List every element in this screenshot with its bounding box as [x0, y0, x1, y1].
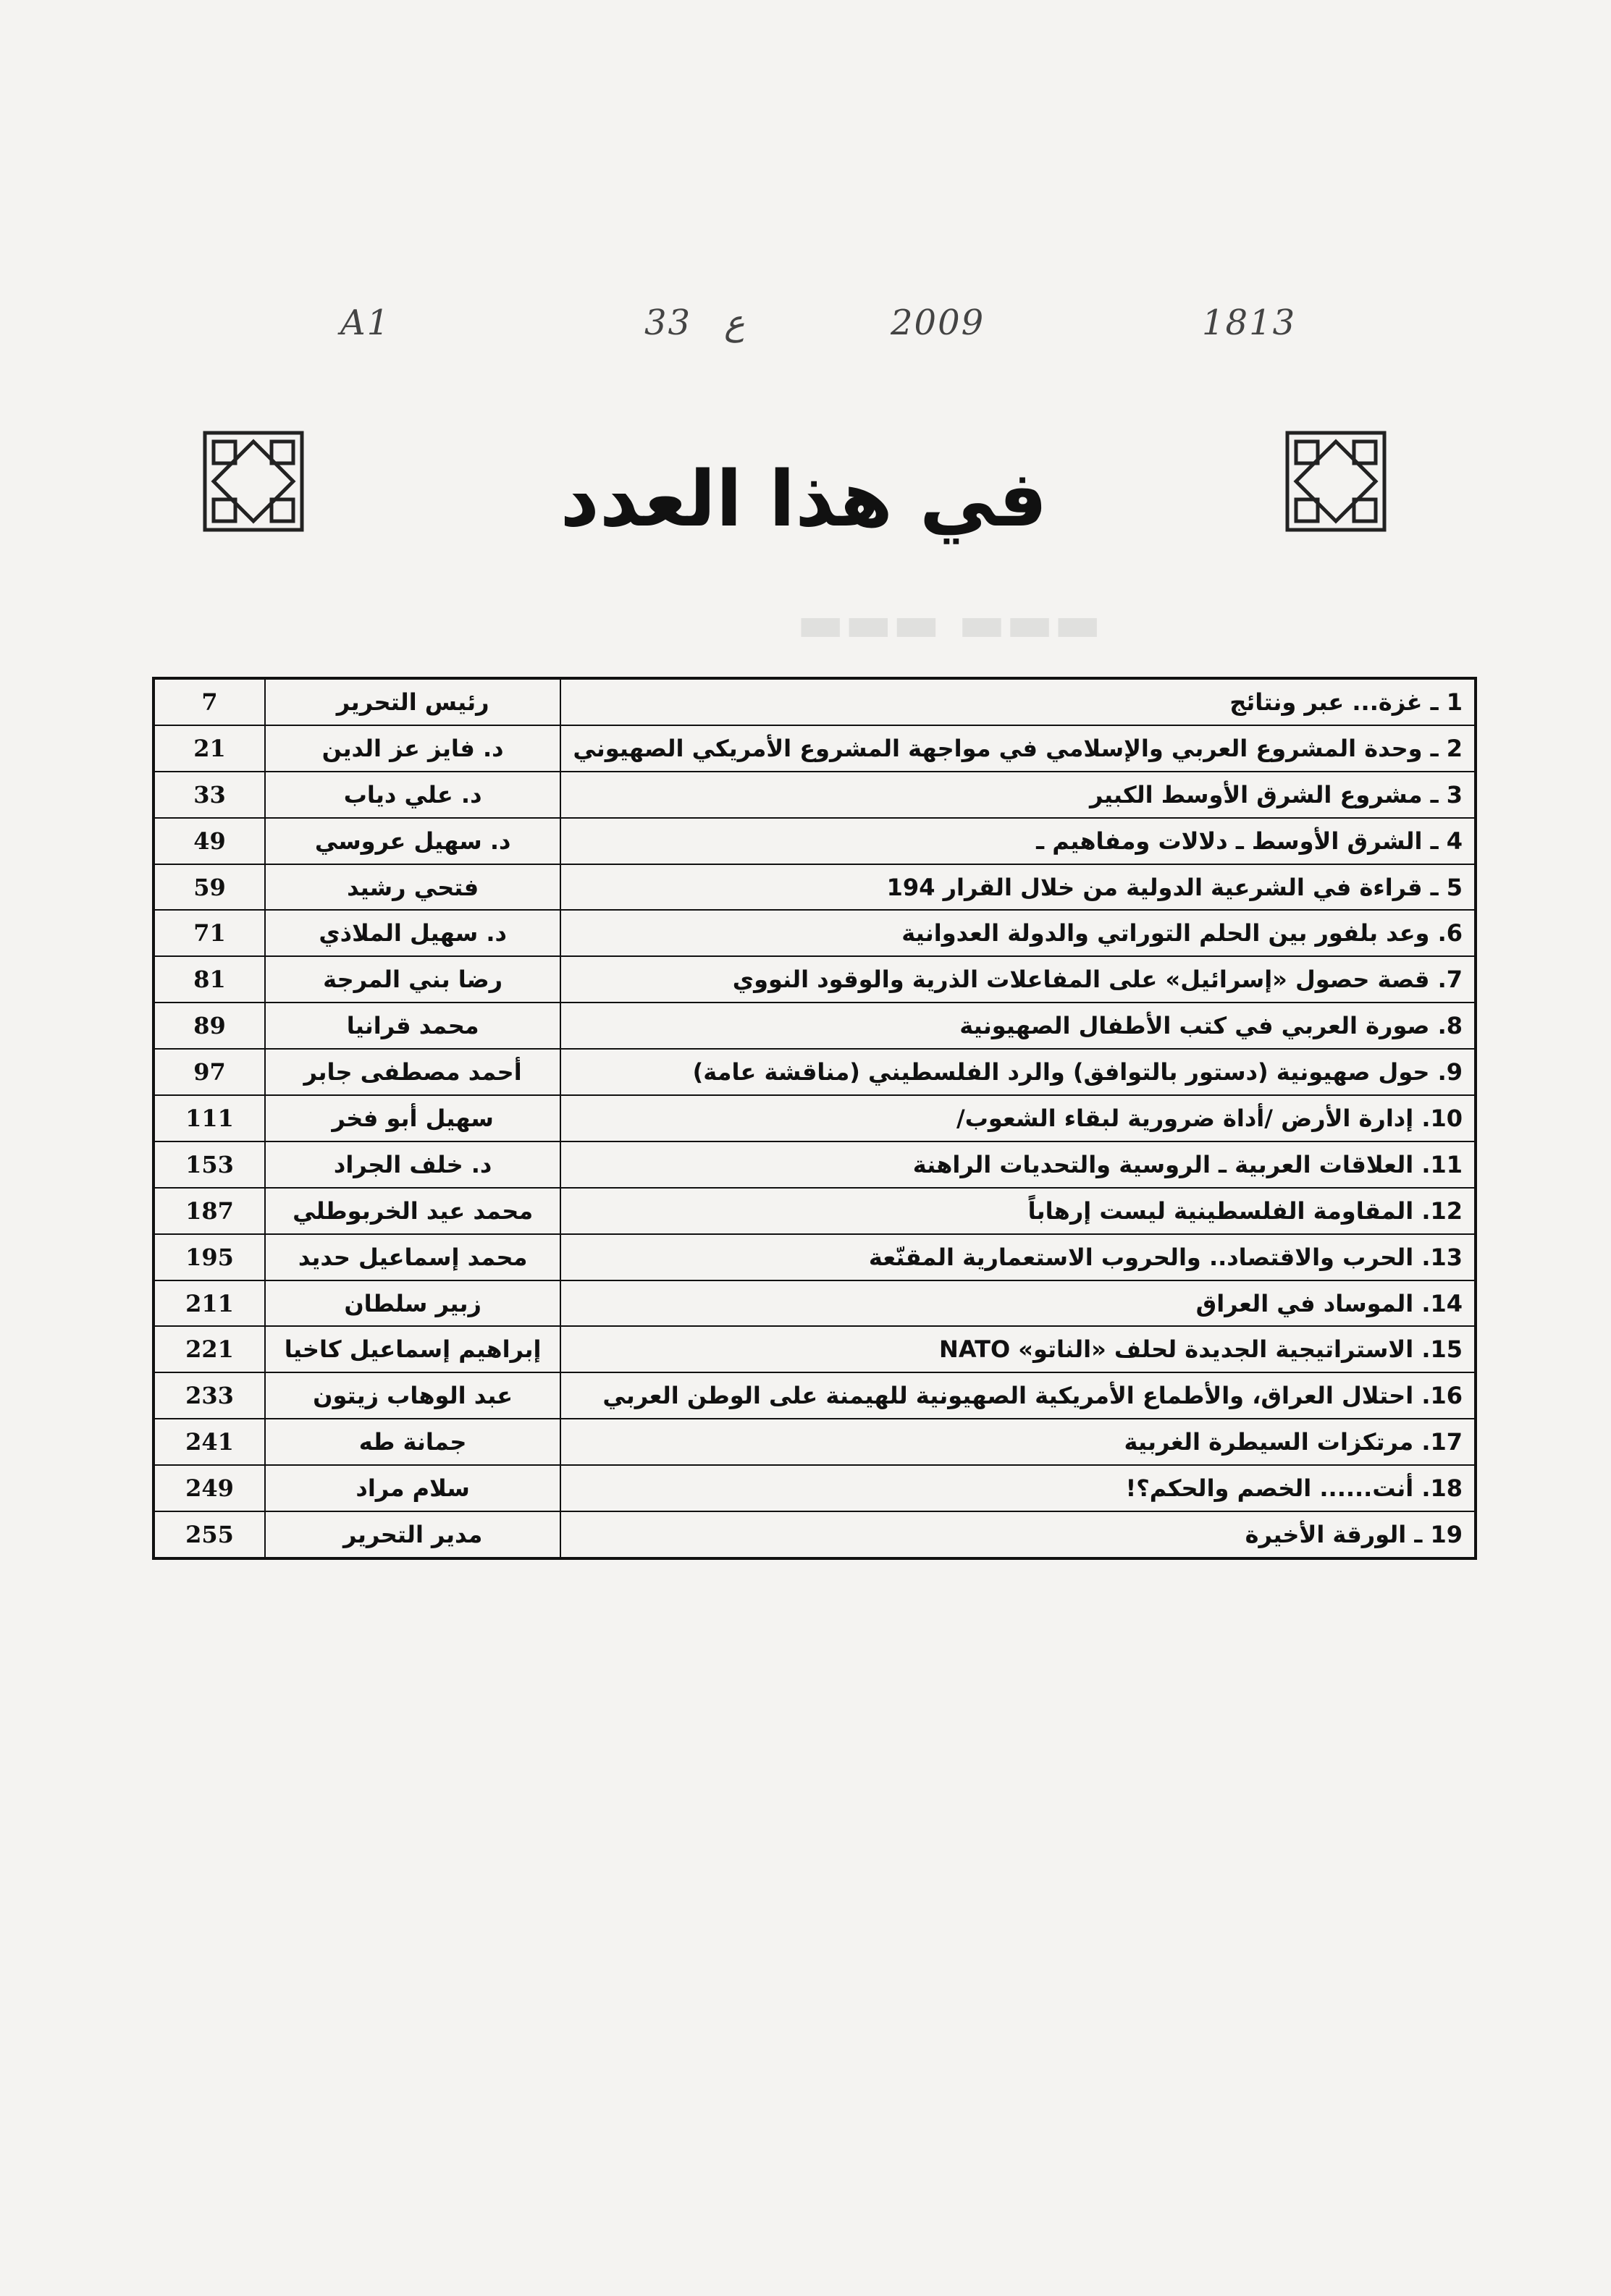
article-author: إبراهيم إسماعيل كاخيا: [265, 1326, 560, 1372]
table-row: [153, 1095, 1476, 1141]
table-row: [153, 956, 1476, 1003]
handwritten-note-part: 33: [644, 303, 692, 343]
article-title: 15. الاستراتيجية الجديدة لحلف «الناتو» NATO: [560, 1326, 1476, 1372]
article-title: 3 ـ مشروع الشرق الأوسط الكبير: [560, 772, 1476, 818]
article-page-number: 59: [153, 864, 265, 911]
article-page-number: 221: [153, 1326, 265, 1372]
table-row: [153, 1141, 1476, 1188]
article-page-number: 153: [153, 1141, 265, 1188]
article-title: 14. الموساد في العراق: [560, 1280, 1476, 1327]
article-author: مدير التحرير: [265, 1511, 560, 1558]
article-author: زبير سلطان: [265, 1280, 560, 1327]
table-row: [153, 1419, 1476, 1465]
article-page-number: 49: [153, 818, 265, 864]
table-row: [153, 1372, 1476, 1419]
handwritten-note: [340, 303, 1354, 360]
article-title: 4 ـ الشرق الأوسط ـ دلالات ومفاهيم ـ: [560, 818, 1476, 864]
article-page-number: 255: [153, 1511, 265, 1558]
article-title: 2 ـ وحدة المشروع العربي والإسلامي في مواجهة المشروع الأمريكي الصهيوني: [560, 725, 1476, 772]
article-author: سلام مراد: [265, 1465, 560, 1511]
article-page-number: 241: [153, 1419, 265, 1465]
article-author: أحمد مصطفى جابر: [265, 1049, 560, 1095]
article-page-number: 89: [153, 1003, 265, 1049]
table-row: [153, 1280, 1476, 1327]
article-title: 18. أنت...... الخصم والحكم؟!: [560, 1465, 1476, 1511]
handwritten-note-part: 2009: [891, 303, 985, 343]
article-page-number: 33: [153, 772, 265, 818]
arabesque-ornament-icon: [1282, 427, 1390, 536]
article-author: محمد قرانيا: [265, 1003, 560, 1049]
article-title: 7. قصة حصول «إسرائيل» على المفاعلات الذرية والوقود النووي: [560, 956, 1476, 1003]
article-author: د. فايز عز الدين: [265, 725, 560, 772]
article-title: 5 ـ قراءة في الشرعية الدولية من خلال القرار 194: [560, 864, 1476, 911]
article-author: محمد إسماعيل حديد: [265, 1234, 560, 1280]
article-author: محمد عيد الخربوطلي: [265, 1188, 560, 1234]
article-author: د. سهيل الملاذي: [265, 910, 560, 956]
page-title: في هذا العدد: [560, 455, 1048, 544]
article-page-number: 211: [153, 1280, 265, 1327]
article-title: 1 ـ غزة... عبر ونتائج: [560, 678, 1476, 725]
article-page-number: 71: [153, 910, 265, 956]
table-row: [153, 1326, 1476, 1372]
article-page-number: 21: [153, 725, 265, 772]
article-author: عبد الوهاب زيتون: [265, 1372, 560, 1419]
handwritten-note-part: 1813: [1202, 303, 1297, 343]
article-title: 8. صورة العربي في كتب الأطفال الصهيونية: [560, 1003, 1476, 1049]
article-page-number: 249: [153, 1465, 265, 1511]
table-row: [153, 1049, 1476, 1095]
table-row: [153, 1003, 1476, 1049]
table-row: [153, 864, 1476, 911]
table-row: [153, 1465, 1476, 1511]
table-row: [153, 1188, 1476, 1234]
arabesque-ornament-icon: [199, 427, 308, 536]
table-row: [153, 818, 1476, 864]
table-of-contents: [152, 677, 1477, 1560]
article-page-number: 111: [153, 1095, 265, 1141]
table-row: [153, 910, 1476, 956]
table-row: [153, 725, 1476, 772]
article-title: 12. المقاومة الفلسطينية ليست إرهاباً: [560, 1188, 1476, 1234]
handwritten-note-part: ع: [724, 303, 745, 343]
article-title: 17. مرتكزات السيطرة الغربية: [560, 1419, 1476, 1465]
article-author: سهيل أبو فخر: [265, 1095, 560, 1141]
article-title: 19 ـ الورقة الأخيرة: [560, 1511, 1476, 1558]
table-row: [153, 1234, 1476, 1280]
article-title: 9. حول صهيونية (دستور بالتوافق) والرد الفلسطيني (مناقشة عامة): [560, 1049, 1476, 1095]
article-title: 10. إدارة الأرض /أداة ضرورية لبقاء الشعوب/: [560, 1095, 1476, 1141]
article-author: د. سهيل عروسي: [265, 818, 560, 864]
table-row: [153, 678, 1476, 725]
article-page-number: 7: [153, 678, 265, 725]
article-author: رضا بني المرجة: [265, 956, 560, 1003]
article-title: 6. وعد بلفور بين الحلم التوراتي والدولة العدوانية: [560, 910, 1476, 956]
article-page-number: 81: [153, 956, 265, 1003]
show-through-shadow: ▬▬▬ ▬▬▬: [796, 594, 1102, 653]
article-page-number: 97: [153, 1049, 265, 1095]
article-author: فتحي رشيد: [265, 864, 560, 911]
table-row: [153, 772, 1476, 818]
article-page-number: 187: [153, 1188, 265, 1234]
handwritten-note-part: A1: [340, 303, 391, 343]
article-author: رئيس التحرير: [265, 678, 560, 725]
article-title: 11. العلاقات العربية ـ الروسية والتحديات الراهنة: [560, 1141, 1476, 1188]
article-author: د. خلف الجراد: [265, 1141, 560, 1188]
table-row: [153, 1511, 1476, 1558]
article-page-number: 195: [153, 1234, 265, 1280]
article-author: جمانة طه: [265, 1419, 560, 1465]
article-page-number: 233: [153, 1372, 265, 1419]
article-author: د. علي دياب: [265, 772, 560, 818]
article-title: 13. الحرب والاقتصاد.. والحروب الاستعمارية المقنّعة: [560, 1234, 1476, 1280]
article-title: 16. احتلال العراق، والأطماع الأمريكية الصهيونية للهيمنة على الوطن العربي: [560, 1372, 1476, 1419]
